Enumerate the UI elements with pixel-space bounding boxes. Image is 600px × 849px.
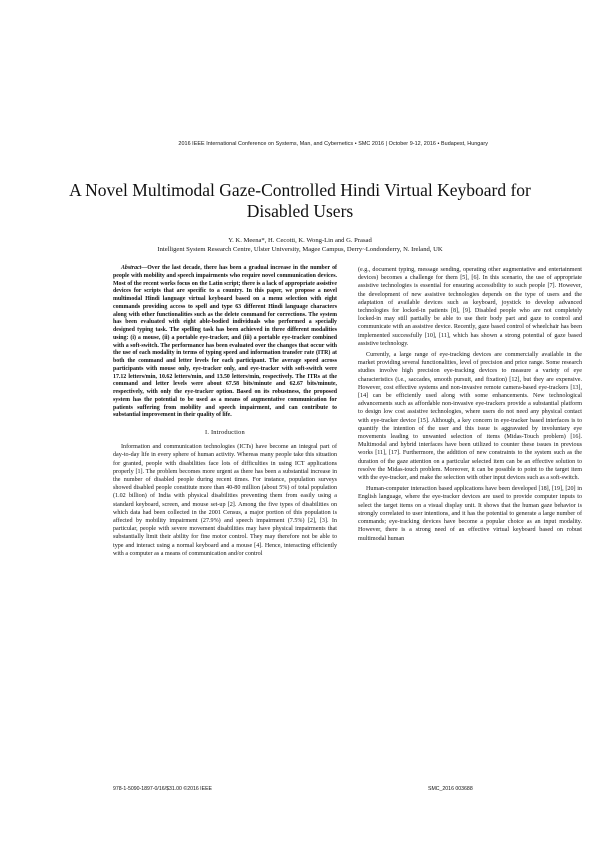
author-affiliation: Intelligent System Research Centre, Ulster University, Magee Campus, Derry~Londonderry, N. Ireland, UK — [157, 245, 443, 253]
body-paragraph: Currently, a large range of eye-tracking devices are commercially available in the market providing several functionalities, level of precision and price range. Some research studies involve high precision eye-tracking devices to measure a variety of eye characteristics (i.e., saccades, smooth pursuit, and fixation) [12], but they are expensive. However, cost effective systems and non-invasive remote camera-based eye-trackers [13], [14] can be efficiently used along with some enhancements. New technological advancements such as affordable non-invasive eye-trackers provide a substantial platform to design low cost assistive technologies, where users do not need any physical contact with eye-tracker device [15]. Although, a key concern in eye-tracker based interfaces is to quantify the intention of the user and this issue is aggravated by involuntary eye movements leading to unwanted selection of items (Midas-Touch problem) [16]. Multimodal and hybrid interfaces have been utilized to counter these issues in previous works [11], [17]. Furthermore, the addition of new constraints to the system such as the duration of the gaze attention on a particular selected item can be an effective solution to resolve the Midas-touch problem. Moreover, it can be possible to point to the target item with the eye-tracker, and make the selection with other input devices such as a soft-switch. — [358, 352, 582, 482]
footer-copyright: 978-1-5090-1897-0/16/$31.00 ©2016 IEEE — [113, 786, 213, 792]
intro-paragraph: Information and communication technologies (ICTs) have become an integral part of day-to-day life in every sphere of human activity. Whereas many people take this situation for granted, people with disabilities face lots of difficulties in using ICT applications properly [1]. The problem becomes more urgent as there has been a substantial increase in the number of disabled people during recent times. For instance, population surveys showed disabled people constitute more than 40-80 million (about 5%) of total population (1.02 billion) of India with physical disabilities preventing them from easily using a standard keyboard, screen, and mouse set-up [2]. Among the five types of disabilities on which data had been collected in the 2001 Census, a major portion of this population is affected by mobility impairment (27.9%) and speech impairment (7.5%) [2], [3]. In particular, people with severe movement disabilities may have physical impairments that substantially limit their ability for fine motor control. They may therefore not be able to type and interact using a normal keyboard and a mouse [4]. Hence, interacting efficiently with a computer as a means of communication and/or control — [113, 444, 337, 557]
author-names: Y. K. Meena*, H. Cecotti, K. Wong-Lin and G. Prasad — [228, 237, 372, 244]
author-block — [60, 237, 540, 254]
footer-page-number: SMC_2016 003688 — [428, 786, 473, 792]
paper-title: A Novel Multimodal Gaze-Controlled Hindi Virtual Keyboard for Disabled Users — [69, 180, 531, 221]
right-column — [358, 266, 582, 543]
abstract — [113, 265, 337, 420]
abstract-lead: Abstract — [121, 265, 142, 271]
body-paragraph: Human-computer interaction based applications have been developed [18], [19], [20] in English language, where the eye-tracker devices are used to provide computer inputs to select the target items on a visual display unit. It shows that the human gaze behavior is strongly correlated to user intentions, and it has the potential to generate a large number of commands; eye-tracking devices have become a popular choice as an input modality. However, there is a strong need of an effective virtual keyboard based on robust multimodal human — [358, 486, 582, 542]
abstract-text: —Over the last decade, there has been a gradual increase in the number of people with mobility and speech impairments who require novel communication devices. Most of the recent works focus on the Latin script; there is a lack of appropriate assistive devices for scripts that are specific to a country. In this paper, we propose a novel multimodal Hindi language virtual keyboard based on a menu selection with eight commands providing access to spell and type 63 different Hindi language characters along with other functionalities such as the delete command for corrections. The system has been evaluated with eight able-bodied individuals who performed a specially designed typing task. The spelling task has been achieved in three different modalities using: (i) a mouse, (ii) a portable eye-tracker, and (iii) a portable eye-tracker combined with a soft-switch. The performance has been evaluated over the changes that occur with the use of each modality in terms of typing speed and information transfer rate (ITR) at both the command and letter levels for each participant. The average speed across participants with mouse only, eye-tracker only, and eye-tracker with soft-switch were 17.12 letters/min, 10.62 letters/min, and 13.50 letters/min, respectively. The ITRs at the command and letter levels were about 67.58 bits/minute and 62.67 bits/minute, respectively, with only the eye-tracker option. Based on its robustness, the proposed system has the potential to be used as a means of augmentative communication for patients suffering from mobility and speech impairment, and can contribute to substantial improvement in their quality of life. — [113, 265, 337, 419]
left-column — [113, 265, 337, 558]
section-heading: I. Introduction — [205, 429, 245, 436]
body-paragraph: (e.g., document typing, message sending, operating other augmentative and entertainment devices) becomes a challenge for them [5], [6]. In this scenario, the use of appropriate assistive technologies is essential for ensuring accessibility to such people [7]. However, the development of new assistive technologies depends on the type of users and the adaptation of available devices such as keyboard, joystick to develop advanced technologies for locked-in patients [8], [9]. Disabled people who are not completely locked-in may still partially be able to use their body part and gaze to control and communicate with an assistive device. Recently, gaze based control of wheelchair has been implemented successfully [10], [11], which has shown a strong potential of gaze based assistive technology. — [358, 267, 582, 347]
conference-header: 2016 IEEE International Conference on Systems, Man, and Cybernetics • SMC 2016 | October 9-12, 2016 • Budapest, Hungary — [178, 141, 488, 147]
